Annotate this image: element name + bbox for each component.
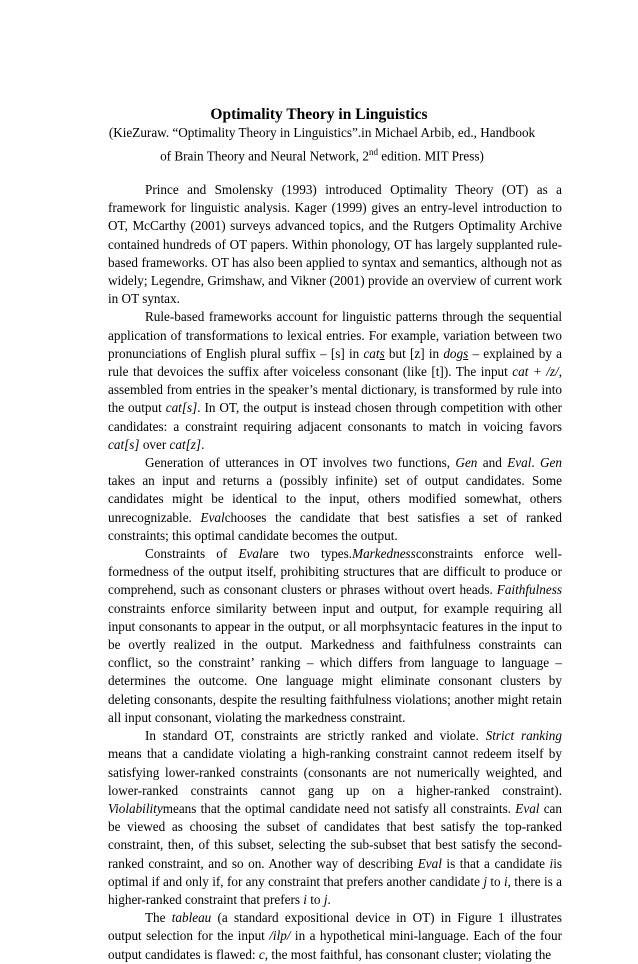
text-run: , there is a higher-ranked constraint that prefers — [108, 873, 562, 907]
text-run: , assembled from entries in the speaker’s mental dictionary, is transformed by rule into the output — [108, 364, 562, 416]
word-cats: cats — [363, 345, 385, 361]
body-text — [108, 181, 562, 964]
input-ilp: /ilp/ — [269, 928, 291, 944]
term-eval: Eval — [238, 546, 263, 562]
var-i: i — [303, 891, 307, 907]
text-run: The — [145, 910, 172, 926]
text-run: and — [477, 455, 508, 471]
text-run: are two types. — [262, 546, 353, 562]
term-violability: Violability — [108, 800, 163, 816]
paragraph-6 — [108, 909, 562, 964]
var-c: c — [258, 946, 265, 962]
term-eval: Eval — [417, 855, 442, 871]
text-run: . In OT, the output is instead chosen through competition with other candidates: a constraint requiring adjacent consonants to match in voicing favors — [108, 400, 562, 434]
term-eval: Eval — [515, 800, 540, 816]
text-run: is optimal if and only if, for any constraint that prefers another candidate — [108, 855, 562, 889]
paragraph-3 — [108, 454, 562, 545]
citation — [108, 124, 536, 165]
text-run: takes an input and returns a (possibly infinite) set of output candidates. Some candidates might be identical to the input, others modified somewhat, others unrecognizable. — [108, 473, 562, 525]
text-run: – explained by a rule that devoices the suffix after voiceless consonant (like [t]). The input — [108, 345, 562, 380]
text-run: constraints enforce similarity between input and output, for example requiring all input consonants to appear in the output, or all morphsyntacic features in the input to be overtly realized in the output. Markedness and faithfulness constraints can conflict, so the constraint’ ranking – which differs from language to language – determines the outcome. One language might eliminate consonant clusters by deleting consonants, despite the resulting faithfulness violations; another might retain all input consonant, violating the markedness constraint. — [108, 600, 562, 725]
var-j: j — [483, 873, 487, 889]
text-run: in a hypothetical mini-language. Each of the four output candidates is flawed: — [108, 928, 563, 962]
paragraph-1: Prince and Smolensky (1993) introduced Optimality Theory (OT) as a framework for linguistic analysis. Kager (1999) gives an entry-level introduction to OT, McCarthy (2001) surveys advanced topics, and the Rutgers Optimality Archive contained hundreds of OT papers. Within phonology, OT has largely supplanted rule-based frameworks. OT has also been applied to syntax and semantics, although not as widely; Legendre, Grimshaw, and Vikner (2001) provide an overview of current work in OT syntax. — [108, 182, 562, 307]
text-run: can be viewed as choosing the subset of candidates that best satisfy the top-ranked constraint, then, of this subset, selecting the sub-subset that best satisfy the second-ranked constraint, and so on. Another way of describing — [108, 800, 562, 871]
term-faithfulness: Faithfulness — [496, 582, 562, 598]
paragraph-5 — [108, 727, 562, 909]
term-gen: Gen — [540, 455, 563, 471]
term-markedness: Markedness — [352, 546, 416, 562]
text-run: but [z] in — [384, 345, 444, 361]
disfavored-form: cat[z] — [169, 436, 202, 452]
document-title: Optimality Theory in Linguistics — [210, 106, 428, 123]
var-i: i — [549, 855, 554, 871]
text-run: is that a candidate — [441, 855, 550, 871]
var-i: i — [503, 873, 508, 889]
text-run: constraints enforce well-formedness of the output itself, prohibiting structures that are difficult to produce or comprehend, such as consonant clusters or phrases without overt heads. — [108, 546, 563, 598]
term-eval: Eval — [200, 509, 225, 525]
text-run: . — [531, 455, 541, 471]
text-run: , the most faithful, has consonant cluster; violating the — [264, 946, 552, 962]
citation-superscript: nd — [368, 146, 378, 157]
text-run: means that the optimal candidate need not satisfy all constraints. — [162, 800, 516, 816]
text-run: over — [139, 436, 170, 452]
var-j: j — [323, 891, 328, 907]
text-run: . — [201, 436, 205, 452]
text-run: (a standard expositional device in OT) in Figure 1 illustrates output selection for the input — [108, 910, 562, 944]
favored-form: cat[s] — [108, 436, 140, 452]
text-run: to — [306, 891, 324, 907]
output-form: cat[s] — [165, 400, 198, 416]
term-strict-ranking: Strict ranking — [485, 728, 562, 744]
paragraph-2 — [108, 308, 562, 454]
text-run: Rule-based frameworks account for linguistic patterns through the sequential application of transformations to lexical entries. For example, variation between two pronunciations of English plural suffix – [s] in — [108, 309, 562, 361]
input-form: cat + /z/ — [512, 364, 559, 380]
text-run: Generation of utterances in OT involves two functions, — [145, 455, 456, 471]
term-tableau: tableau — [171, 910, 212, 926]
text-run: chooses the candidate that best satisfies a set of ranked constraints; this optimal candidate becomes the output. — [108, 509, 562, 543]
term-eval: Eval — [507, 455, 532, 471]
citation-text: (KieZuraw. “Optimality Theory in Linguistics”.in Michael Arbib, ed., Handbook of Brain Theory and Neural Network, 2 — [108, 125, 536, 163]
text-run: Constraints of — [145, 546, 239, 562]
text-run: to — [486, 873, 504, 889]
text-run: . — [327, 891, 331, 907]
term-gen: Gen — [455, 455, 478, 471]
text-run: means that a candidate violating a high-ranking constraint cannot redeem itself by satisfying lower-ranked constraints (consonants are not numerically weighted, and lower-ranked constraints cannot gang up on a higher-ranked constraint). — [108, 746, 562, 798]
text-run: In standard OT, constraints are strictly ranked and violate. — [145, 728, 486, 744]
word-dogs: dogs — [443, 345, 469, 361]
paragraph-4 — [108, 545, 562, 727]
citation-text-end: edition. MIT Press) — [377, 147, 484, 163]
